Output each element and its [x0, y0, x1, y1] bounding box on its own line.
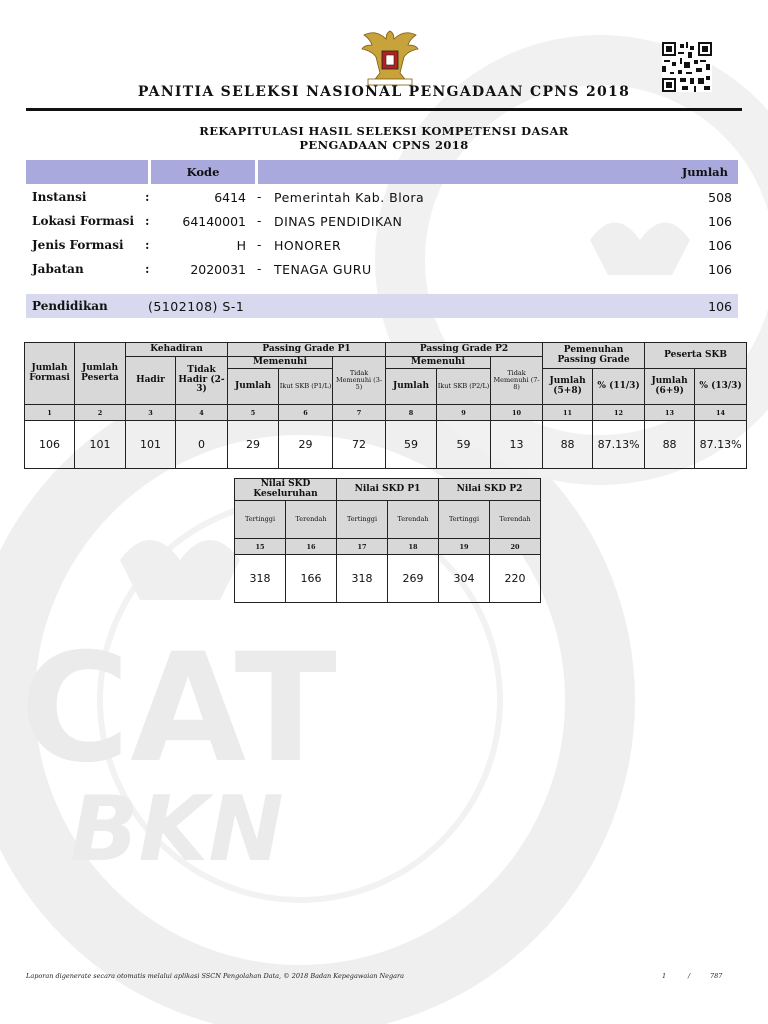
cell-tidak-hadir: 0: [176, 421, 228, 469]
col-index: 2: [75, 405, 126, 421]
pendidikan-value: 106: [708, 299, 732, 314]
col-index: 1: [25, 405, 75, 421]
cell-p1-memenuhi-jumlah: 29: [228, 421, 279, 469]
info-colon: :: [145, 238, 150, 252]
col-index: 4: [176, 405, 228, 421]
info-colon: :: [145, 214, 150, 228]
th-nilai-skd-keseluruhan: Nilai SKD Keseluruhan: [235, 479, 337, 501]
watermark-bkn-text: BKN: [70, 777, 284, 882]
cell-skb-pct: 87.13%: [695, 421, 747, 469]
footer-note: Laporan digenerate secara otomatis melalui aplikasi SSCN Pengolahan Data, © 2018 Badan Kepegawaian Negara: [26, 972, 405, 980]
th-ikut-skb-p2: Ikut SKB (P2/L): [437, 369, 491, 405]
info-value: 508: [708, 190, 732, 205]
col-index: 12: [593, 405, 645, 421]
pendidikan-label: Pendidikan: [32, 299, 108, 313]
cell-p1-ikut-skb: 29: [279, 421, 333, 469]
info-row-jenis-formasi: [32, 238, 732, 258]
col-index: 3: [126, 405, 176, 421]
skd-score-table: [234, 478, 541, 603]
info-desc: TENAGA GURU: [274, 262, 372, 277]
th-pemenuhan-passing-grade: Pemenuhan Passing Grade: [543, 343, 645, 369]
info-colon: :: [145, 262, 150, 276]
kode-bar-left: [26, 160, 148, 184]
info-desc: Pemerintah Kab. Blora: [274, 190, 425, 205]
th-passing-grade-p1: Passing Grade P1: [228, 343, 386, 357]
col-index: 15: [235, 539, 286, 555]
cell-p2-terendah: 220: [490, 555, 541, 603]
col-index: 18: [388, 539, 439, 555]
col-index: 11: [543, 405, 593, 421]
col-index: 5: [228, 405, 279, 421]
th-jumlah-5-8: Jumlah (5+8): [543, 369, 593, 405]
info-code: 2020031: [190, 262, 246, 277]
page-number: 1: [662, 972, 667, 980]
cell-pemenuhan-pct: 87.13%: [593, 421, 645, 469]
th-jumlah-p2: Jumlah: [386, 369, 437, 405]
info-label: Instansi: [32, 190, 87, 204]
info-row-jabatan: [32, 262, 732, 282]
title-divider: [26, 108, 742, 111]
jumlah-header: Jumlah: [681, 165, 728, 179]
info-dash: -: [257, 238, 262, 252]
th-jumlah-peserta: Jumlah Peserta: [75, 343, 126, 405]
page-title: PANITIA SELEKSI NASIONAL PENGADAAN CPNS 2018: [137, 84, 631, 100]
info-code: 6414: [214, 190, 246, 205]
cell-p1-tertinggi: 318: [337, 555, 388, 603]
cell-keseluruhan-tertinggi: 318: [235, 555, 286, 603]
th-tidak-memenuhi-p1: Tidak Memenuhi (3-5): [333, 357, 386, 405]
col-index: 8: [386, 405, 437, 421]
th-tidak-memenuhi-p2: Tidak Memenuhi (7-8): [491, 357, 543, 405]
cell-jumlah-formasi: 106: [25, 421, 75, 469]
th-jumlah-6-9: Jumlah (6+9): [645, 369, 695, 405]
info-row-instansi: [32, 190, 732, 210]
cell-p2-tertinggi: 304: [439, 555, 490, 603]
cell-hadir: 101: [126, 421, 176, 469]
col-index: 19: [439, 539, 490, 555]
col-index: 17: [337, 539, 388, 555]
cell-p1-tidak-memenuhi: 72: [333, 421, 386, 469]
cell-p2-ikut-skb: 59: [437, 421, 491, 469]
th-tertinggi: Tertinggi: [235, 501, 286, 539]
cell-pemenuhan-jumlah: 88: [543, 421, 593, 469]
info-dash: -: [257, 214, 262, 228]
info-label: Jenis Formasi: [32, 238, 124, 252]
col-index: 6: [279, 405, 333, 421]
info-code: H: [236, 238, 246, 253]
pendidikan-desc: (5102108) S-1: [148, 299, 245, 314]
th-tidak-hadir: Tidak Hadir (2-3): [176, 357, 228, 405]
info-code: 64140001: [182, 214, 246, 229]
cell-p1-terendah: 269: [388, 555, 439, 603]
info-label: Jabatan: [32, 262, 84, 276]
th-ikut-skb-p1: Ikut SKB (P1/L): [279, 369, 333, 405]
col-index: 9: [437, 405, 491, 421]
th-pct-11-3: % (11/3): [593, 369, 645, 405]
index-row: [25, 405, 747, 421]
report-subtitle-line1: REKAPITULASI HASIL SELEKSI KOMPETENSI DASAR: [199, 124, 569, 138]
garuda-emblem-icon: [360, 25, 420, 89]
th-tertinggi: Tertinggi: [439, 501, 490, 539]
col-index: 16: [286, 539, 337, 555]
col-index: 13: [645, 405, 695, 421]
th-memenuhi-p2: Memenuhi: [386, 357, 491, 369]
info-colon: :: [145, 190, 150, 204]
th-tertinggi: Tertinggi: [337, 501, 388, 539]
col-index: 14: [695, 405, 747, 421]
info-desc: HONORER: [274, 238, 342, 253]
kode-header: Kode: [186, 165, 220, 179]
info-value: 106: [708, 214, 732, 229]
th-pct-13-3: % (13/3): [695, 369, 747, 405]
cell-p2-memenuhi-jumlah: 59: [386, 421, 437, 469]
col-index: 7: [333, 405, 386, 421]
th-nilai-skd-p2: Nilai SKD P2: [439, 479, 541, 501]
th-memenuhi-p1: Memenuhi: [228, 357, 333, 369]
th-hadir: Hadir: [126, 357, 176, 405]
info-row-lokasi-formasi: [32, 214, 732, 234]
info-dash: -: [257, 262, 262, 276]
info-value: 106: [708, 262, 732, 277]
watermark-cat-text: CAT: [20, 622, 337, 796]
page-separator: /: [688, 972, 691, 980]
th-terendah: Terendah: [490, 501, 541, 539]
th-terendah: Terendah: [388, 501, 439, 539]
th-terendah: Terendah: [286, 501, 337, 539]
index-row: [235, 539, 541, 555]
info-row-pendidikan: [32, 299, 732, 319]
info-dash: -: [257, 190, 262, 204]
th-peserta-skb: Peserta SKB: [645, 343, 747, 369]
th-passing-grade-p2: Passing Grade P2: [386, 343, 543, 357]
info-desc: DINAS PENDIDIKAN: [274, 214, 403, 229]
page-total: 787: [710, 972, 723, 980]
info-value: 106: [708, 238, 732, 253]
cell-p2-tidak-memenuhi: 13: [491, 421, 543, 469]
th-kehadiran: Kehadiran: [126, 343, 228, 357]
table-row: [235, 555, 541, 603]
col-index: 10: [491, 405, 543, 421]
th-jumlah-p1: Jumlah: [228, 369, 279, 405]
th-nilai-skd-p1: Nilai SKD P1: [337, 479, 439, 501]
cell-keseluruhan-terendah: 166: [286, 555, 337, 603]
table-row: [25, 421, 747, 469]
th-jumlah-formasi: Jumlah Formasi: [25, 343, 75, 405]
cell-jumlah-peserta: 101: [75, 421, 126, 469]
cell-skb-jumlah: 88: [645, 421, 695, 469]
summary-table: [24, 342, 747, 469]
col-index: 20: [490, 539, 541, 555]
info-label: Lokasi Formasi: [32, 214, 134, 228]
report-subtitle-line2: PENGADAAN CPNS 2018: [299, 138, 469, 152]
